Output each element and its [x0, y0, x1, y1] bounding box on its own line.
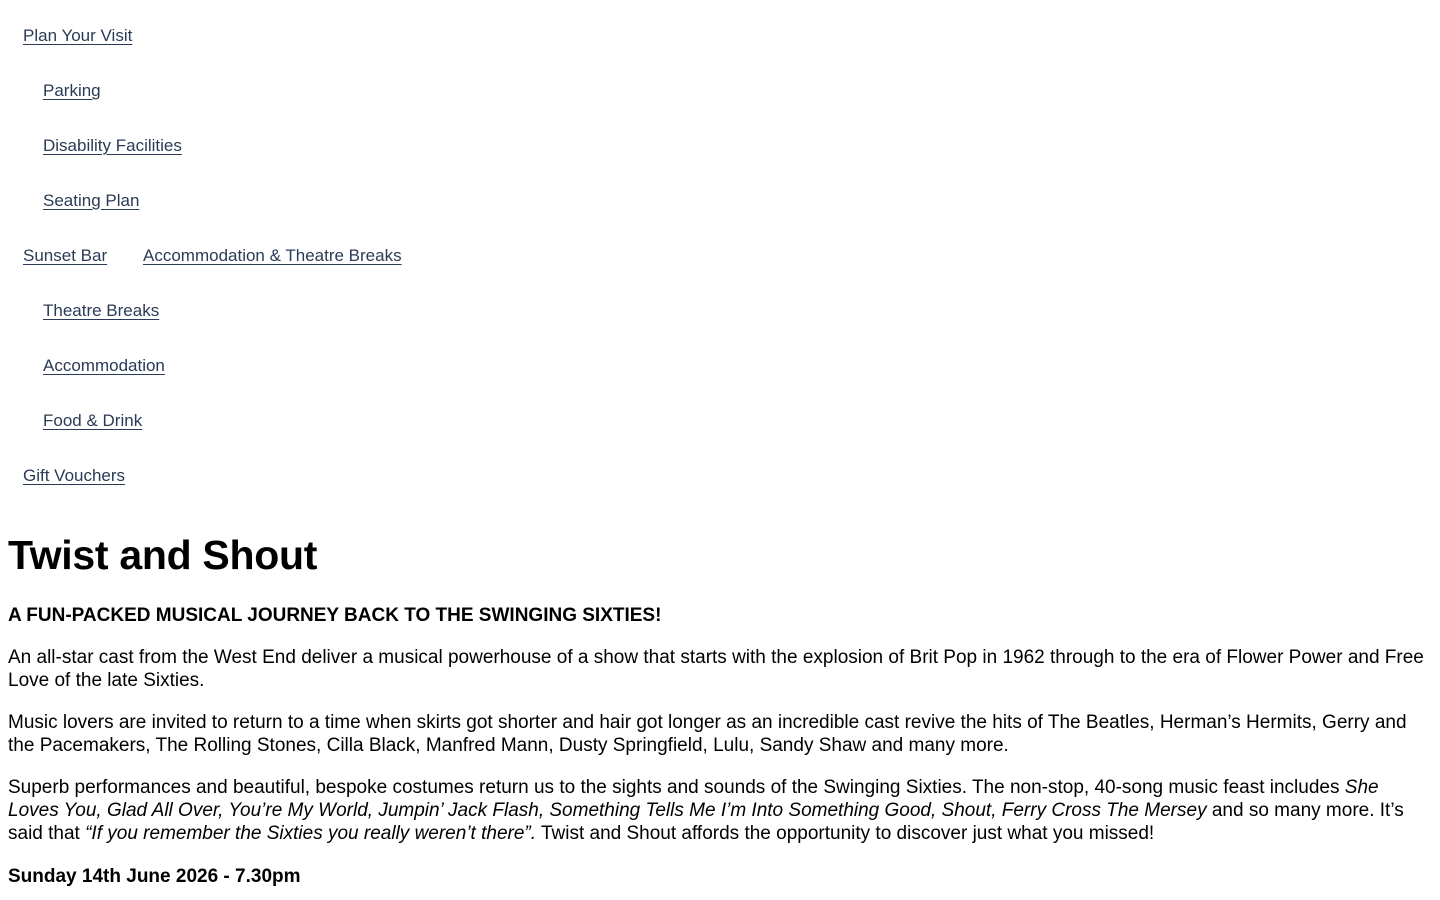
- nav-link-food-drink[interactable]: Food & Drink: [43, 411, 143, 430]
- nav-link-seating-plan[interactable]: Seating Plan: [43, 191, 140, 210]
- show-content: [8, 528, 1428, 888]
- songs-end-text: Twist and Shout affords the opportunity to discover just what you missed!: [536, 823, 1155, 844]
- songs-mid-text: and so many more. It’s said that: [8, 800, 1404, 844]
- nav-link-theatre-breaks[interactable]: Theatre Breaks: [43, 301, 160, 320]
- nav-link-parking[interactable]: Parking: [43, 81, 101, 100]
- nav-link-accommodation-theatre-breaks[interactable]: Accommodation & Theatre Breaks: [143, 246, 402, 265]
- songs-paragraph: [8, 776, 1428, 845]
- nav-link-disability-facilities[interactable]: Disability Facilities: [43, 136, 182, 155]
- songs-intro-text: Superb performances and beautiful, bespoke costumes return us to the sights and sounds of the Swinging Sixties. The non-stop, 40-song music feast includes: [8, 777, 1345, 798]
- sixties-quote: “If you remember the Sixties you really weren’t there”.: [85, 823, 537, 844]
- nav-link-sunset-bar[interactable]: Sunset Bar: [23, 246, 108, 265]
- nav-link-accommodation[interactable]: Accommodation: [43, 356, 165, 375]
- performance-date: Sunday 14th June 2026 - 7.30pm: [8, 866, 301, 887]
- song-titles: She Loves You, Glad All Over, You’re My World, Jumpin’ Jack Flash, Something Tells Me I’m Into Something Good, Shout, Ferry Cross The Mersey: [8, 777, 1379, 821]
- nav-link-gift-vouchers[interactable]: Gift Vouchers: [23, 466, 126, 485]
- show-tagline: A FUN-PACKED MUSICAL JOURNEY BACK TO THE SWINGING SIXTIES!: [8, 605, 662, 626]
- artists-paragraph: Music lovers are invited to return to a time when skirts got shorter and hair got longer as an incredible cast revive the hits of The Beatles, Herman’s Hermits, Gerry and the Pacemakers, The Rolling Stones, Cilla Black, Manfred Mann, Dusty Springfield, Lulu, Sandy Shaw and many more.: [8, 712, 1407, 756]
- intro-paragraph: An all-star cast from the West End deliver a musical powerhouse of a show that starts with the explosion of Brit Pop in 1962 through to the era of Flower Power and Free Love of the late Sixties.: [8, 647, 1424, 691]
- page-title: Twist and Shout: [8, 532, 318, 578]
- nav-link-plan-your-visit[interactable]: Plan Your Visit: [23, 26, 133, 45]
